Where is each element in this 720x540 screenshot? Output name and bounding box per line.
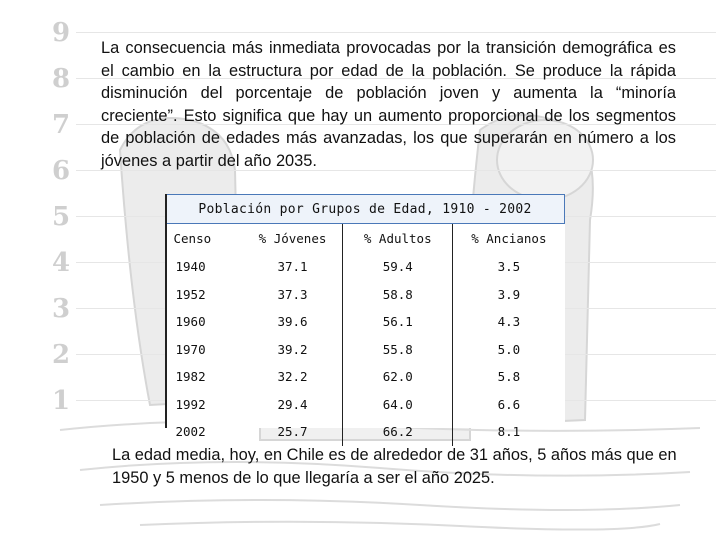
header-ancianos: % Ancianos [453, 224, 565, 254]
ruler-number: 4 [51, 248, 71, 278]
cell-year: 1992 [175, 396, 206, 412]
ruler-number: 3 [51, 294, 71, 324]
cell-ancianos: 8.1 [453, 418, 565, 446]
table-row [166, 308, 565, 336]
cell-ancianos: 5.8 [453, 363, 565, 391]
cell-ancianos: 3.5 [453, 253, 565, 281]
cell-adultos: 55.8 [343, 336, 453, 364]
cell-adultos: 58.8 [343, 281, 453, 309]
table-row [166, 418, 565, 446]
ruler-number: 7 [51, 110, 71, 140]
ruler-number: 6 [51, 156, 71, 186]
cell-year: 1940 [175, 259, 206, 275]
header-adultos: % Adultos [343, 224, 453, 254]
cell-year: 1960 [175, 314, 206, 330]
ruler-number: 2 [51, 340, 71, 370]
ruler-number: 8 [51, 64, 71, 94]
cell-year: 1952 [175, 286, 206, 302]
table-row [166, 336, 565, 364]
cell-year: 1982 [175, 369, 206, 385]
cell-year: 1970 [175, 341, 206, 357]
ruler-number: 1 [51, 386, 71, 416]
cell-jovenes: 37.1 [277, 259, 308, 275]
intro-paragraph: La consecuencia más inmediata provocadas por la transición demográfica es el cambio en la estructura por edad de la población. Se produce la rápida disminución del porcentaje de población joven y aumenta la “minoría creciente”. Esto significa que hay un aumento proporcional de los segmentos de población de edades más avanzadas, los que superarán en número a los jóvenes a partir del año 2035. [101, 39, 676, 170]
cell-jovenes: 25.7 [277, 424, 308, 440]
cell-adultos: 64.0 [343, 391, 453, 419]
conclusion-paragraph: La edad media, hoy, en Chile es de alrededor de 31 años, 5 años más que en 1950 y 5 menos de lo que llegaría a ser el año 2025. [112, 446, 677, 487]
ruler-number: 5 [51, 202, 71, 232]
cell-jovenes: 39.2 [277, 341, 308, 357]
cell-adultos: 66.2 [343, 418, 453, 446]
table-row [166, 281, 565, 309]
cell-ancianos: 5.0 [453, 336, 565, 364]
population-table [165, 194, 565, 440]
table-row [166, 391, 565, 419]
header-censo: Censo [173, 231, 212, 246]
table-header-row [166, 224, 565, 254]
cell-jovenes: 29.4 [277, 396, 308, 412]
cell-ancianos: 6.6 [453, 391, 565, 419]
cell-ancianos: 4.3 [453, 308, 565, 336]
cell-ancianos: 3.9 [453, 281, 565, 309]
table-title: Población por Grupos de Edad, 1910 - 2002 [166, 195, 565, 224]
ruler-number: 9 [51, 18, 71, 48]
header-jovenes: % Jóvenes [258, 231, 327, 246]
cell-jovenes: 39.6 [277, 314, 308, 330]
table-row [166, 253, 565, 281]
age-group-table [165, 194, 565, 446]
cell-adultos: 62.0 [343, 363, 453, 391]
table-row [166, 363, 565, 391]
cell-year: 2002 [175, 424, 206, 440]
ruler-line [76, 32, 716, 33]
cell-jovenes: 37.3 [277, 286, 308, 302]
table-left-border [165, 194, 167, 428]
cell-jovenes: 32.2 [277, 369, 308, 385]
cell-adultos: 56.1 [343, 308, 453, 336]
cell-adultos: 59.4 [343, 253, 453, 281]
